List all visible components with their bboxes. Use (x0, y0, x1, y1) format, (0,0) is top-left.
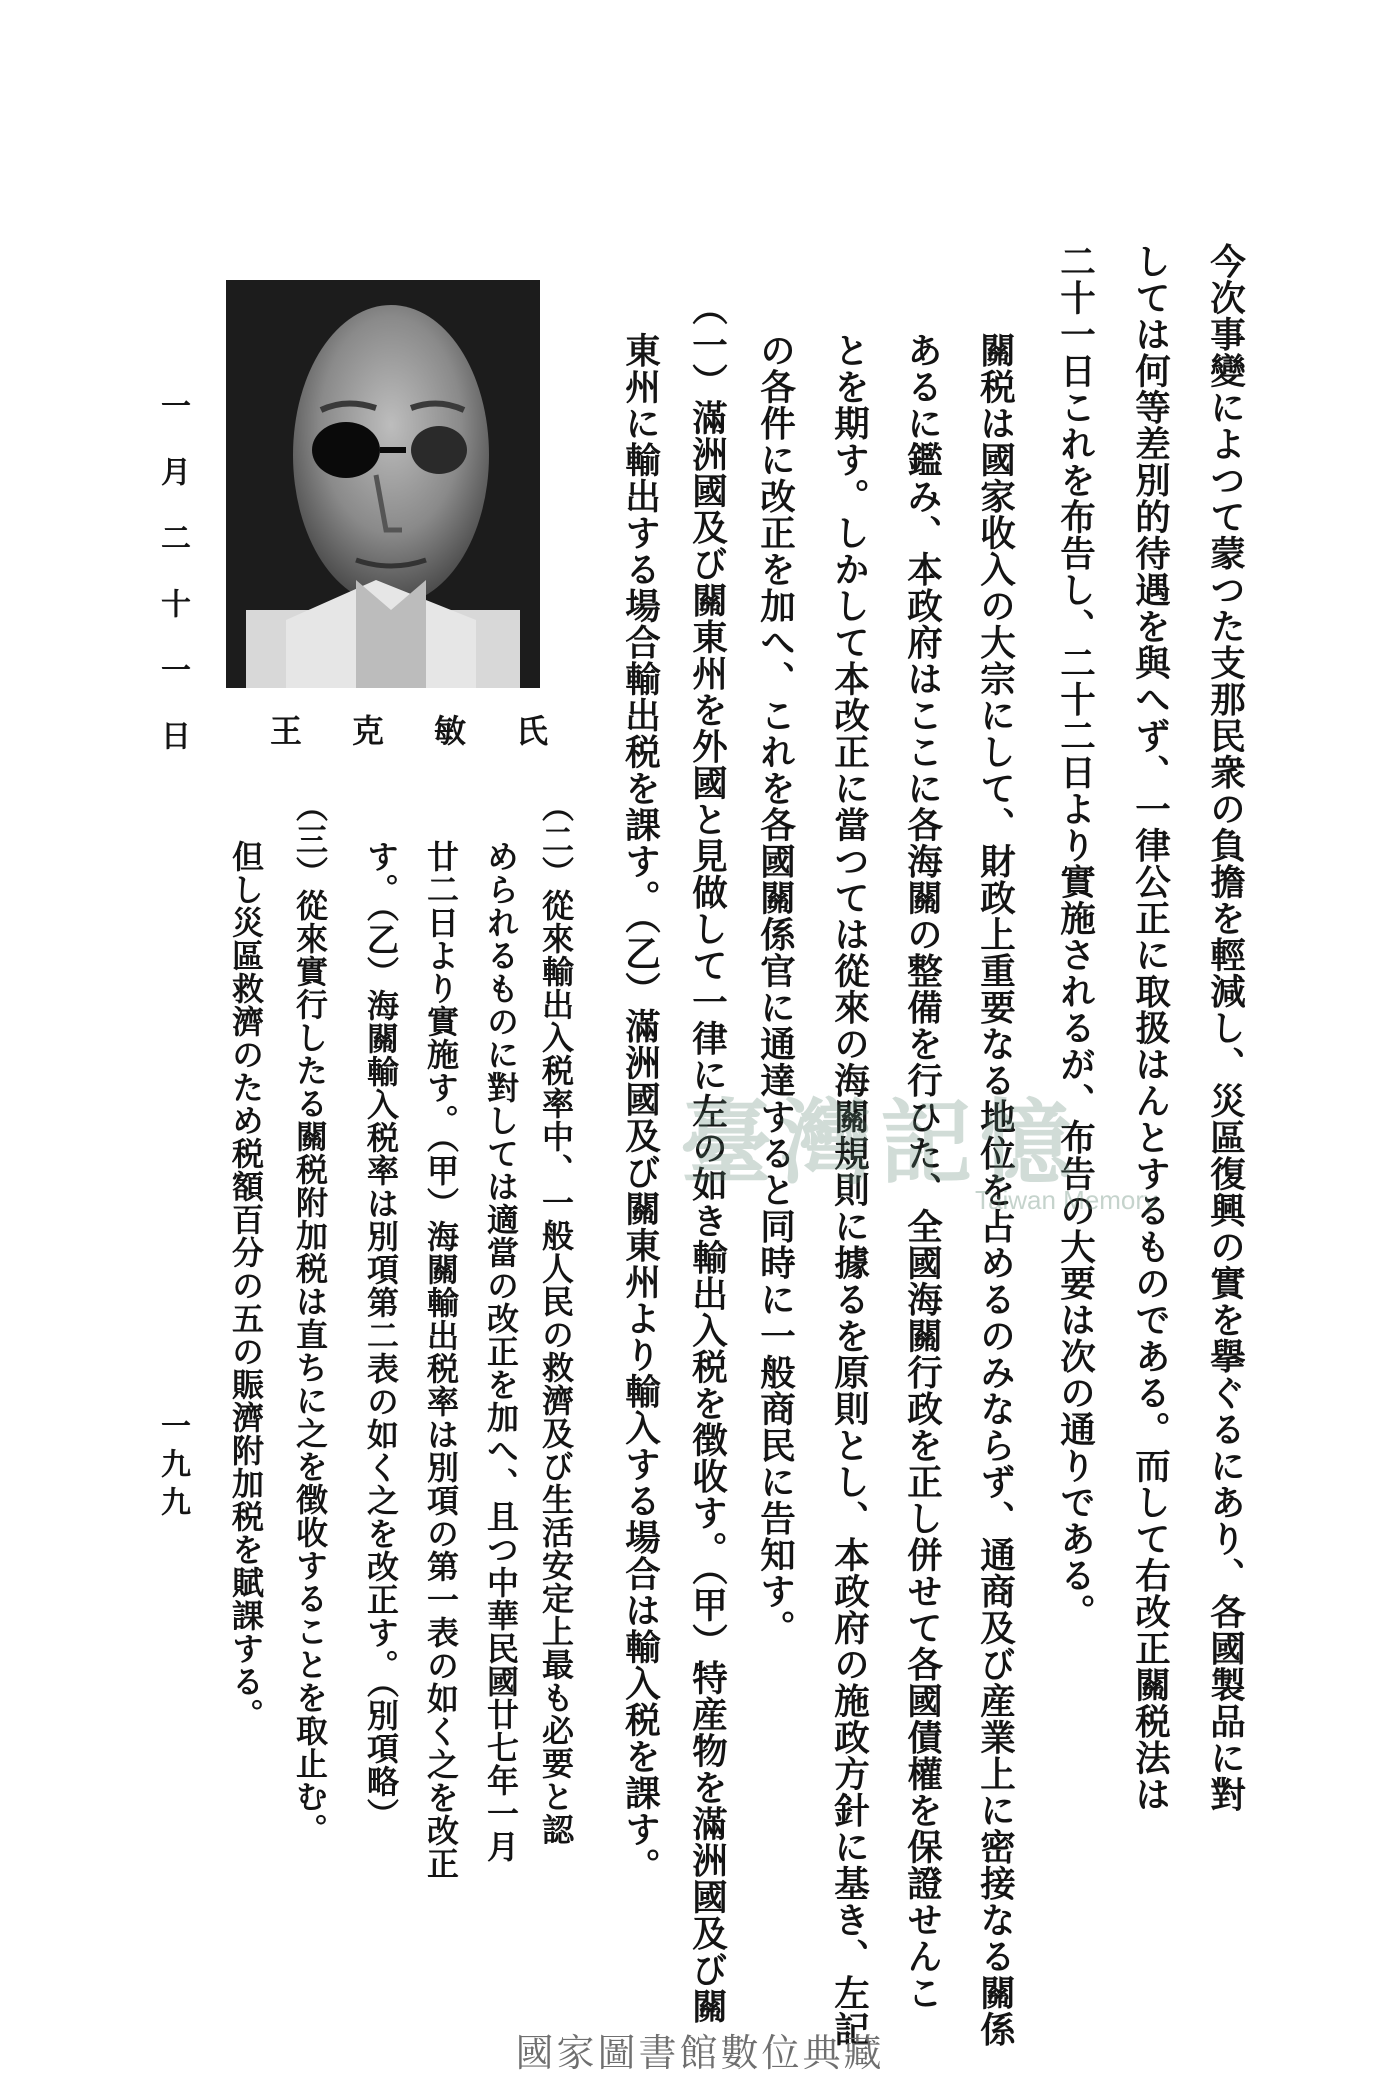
list-line-4: す。（乙）海關輸入税率は別項第二表の如く之を改正す。（別項略） (362, 840, 400, 1831)
page-number: 一九九 (155, 1410, 190, 1524)
portrait-photo (226, 280, 540, 688)
body-line-4: 關税は國家收入の大宗にして、財政上重要なる地位を占めるのみならず、通商及び産業上に密接なる關係 (974, 332, 1016, 2048)
watermark-logo: 臺灣記憶 (680, 1089, 1081, 1197)
body-line-9: 東州に輸出する場合輸出税を課す。（乙）滿洲國及び關東州より輸入する場合は輸入税を課す。 (619, 332, 661, 1884)
body-line-8: （一）滿洲國及び關東州を外國と見做して一律に左の如き輸出入税を徴收す。（甲）特産物を滿洲國及び關 (686, 290, 728, 2025)
body-line-5: あるに鑑み、本政府はここに各海關の整備を行ひた、全國海關行政を正し併せて各國債權を保證せんこ (901, 332, 943, 2011)
body-line-2: しては何等差別的待遇を與へず、一律公正に取扱はんとするものである。而して右改正關税法は (1129, 243, 1171, 1813)
body-line-7: の各件に改正を加へ、これを各國關係官に通達すると同時に一般商民に告知す。 (754, 332, 796, 1646)
footer-caption: 國家圖書館數位典藏 (515, 2031, 885, 2075)
list-line-5: （三）從來實行したる關税附加税は直ちに之を徴收することを取止む。 (291, 790, 329, 1846)
body-line-3: 二十一日これを布告し、二十二日より實施されるが、布告の大要は次の通りである。 (1054, 243, 1096, 1630)
list-line-3: 廿二日より實施す。（甲）海關輸出税率は別項の第一表の如く之を改正 (422, 840, 460, 1880)
list-line-2: められるものに對しては適當の改正を加へ、且つ中華民國廿七年一月 (482, 840, 520, 1863)
body-line-1: 今次事變によつて蒙つた支那民衆の負擔を輕減し、災區復興の實を擧ぐるにあり、各國製品に對 (1204, 243, 1246, 1813)
date-label: 一月二十一日 (155, 390, 190, 786)
watermark-subtext: Taiwan Memory (975, 1185, 1158, 1215)
list-line-6: 但し災區救濟のため税額百分の五の賑濟附加税を賦課する。 (227, 840, 265, 1731)
photo-caption: 王克敏氏 (270, 712, 599, 750)
portrait-drawing (226, 280, 540, 688)
list-line-1: （二）從來輸出入税率中、一般人民の救濟及び生活安定上最も必要と認 (537, 790, 575, 1846)
body-line-6: とを期す。しかして本改正に當つては從來の海關規則に據るを原則とし、本政府の施政方針に基き、左記 (828, 332, 870, 2048)
